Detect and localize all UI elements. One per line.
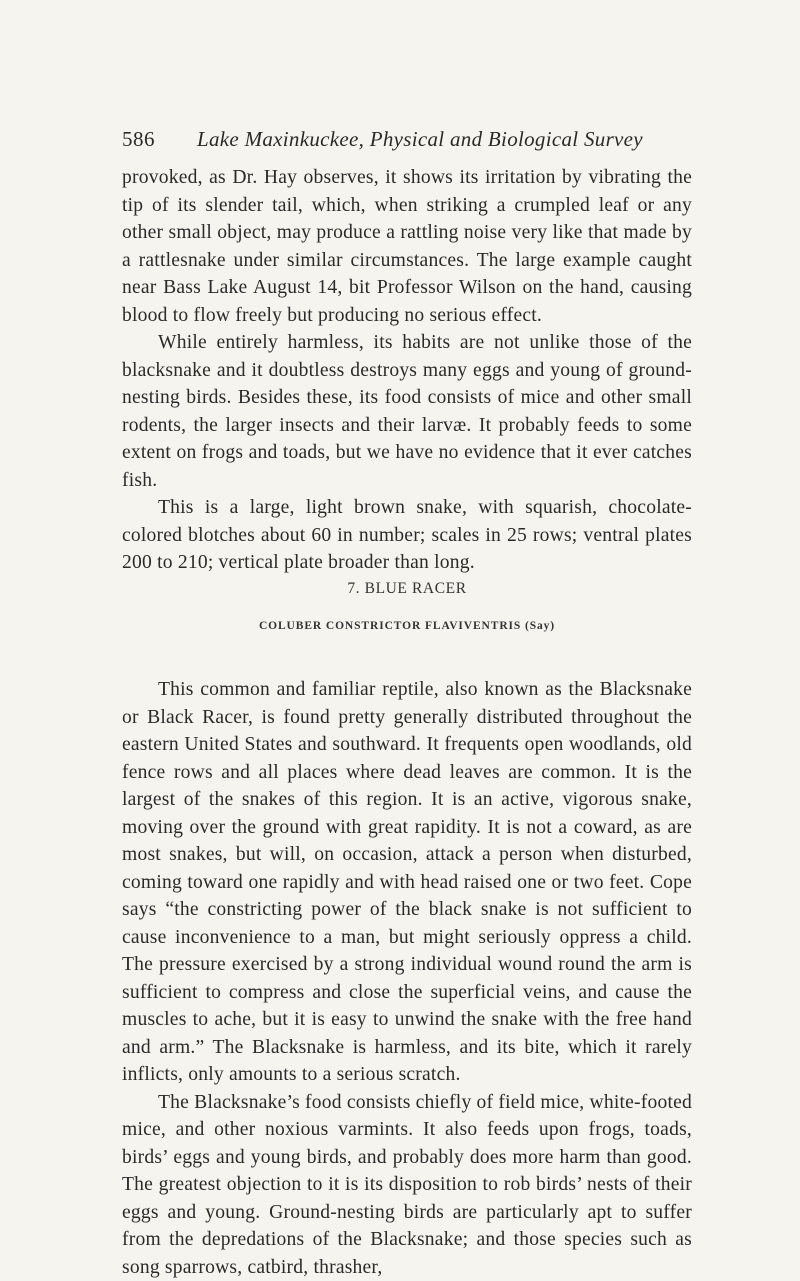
section-heading: 7. BLUE RACER bbox=[122, 579, 692, 599]
paragraph: This common and familiar reptile, also known as the Blacksnake or Black Racer, is found pretty generally distributed throughout the eastern United States and southward. It frequents open woodlands, old fence rows and all places where dead leaves are common. It is the largest of the snakes of this region. It is an active, vigorous snake, moving over the ground with great rapidity. It is not a coward, as are most snakes, but will, on occasion, attack a person when disturbed, coming toward one rapidly and with head raised one or two feet. Cope says “the constricting power of the black snake is not sufficient to cause inconvenience to a man, but might seriously oppress a child. The pressure exercised by a strong individual wound round the arm is sufficient to compress and close the superficial veins, and cause the muscles to ache, but it is easy to unwind the snake with the free hand and arm.” The Blacksnake is harmless, and its bite, which it rarely inflicts, only amounts to a serious scratch. bbox=[122, 676, 692, 1089]
paragraph: The Blacksnake’s food consists chiefly of field mice, white-footed mice, and other noxious varmints. It also feeds upon frogs, toads, birds’ eggs and young birds, and probably does more harm than good. The greatest objection to it is its disposition to rob birds’ nests of their eggs and young. Ground-nesting birds are particularly apt to suffer from the depredations of the Blacksnake; and those species such as song sparrows, catbird, thrasher, bbox=[122, 1089, 692, 1281]
page-number: 586 bbox=[122, 124, 197, 154]
paragraph: provoked, as Dr. Hay observes, it shows its irritation by vibrating the tip of its slender tail, which, when striking a crumpled leaf or any other small object, may produce a rattling noise very like that made by a rattlesnake under similar circumstances. The large example caught near Bass Lake August 14, bit Professor Wilson on the hand, causing blood to flow freely but producing no serious effect. bbox=[122, 164, 692, 329]
running-title: Lake Maxinkuckee, Physical and Biological Survey bbox=[197, 127, 643, 151]
paragraph: This is a large, light brown snake, with squarish, chocolate-colored blotches about 60 in number; scales in 25 rows; ventral plates 200 to 210; vertical plate broader than long. bbox=[122, 494, 692, 577]
paragraph: While entirely harmless, its habits are not unlike those of the blacksnake and it doubtless destroys many eggs and young of ground-nesting birds. Besides these, its food consists of mice and other small rodents, the larger insects and their larvæ. It probably feeds to some extent on frogs and toads, but we have no evidence that it ever catches fish. bbox=[122, 329, 692, 494]
scientific-name-heading: COLUBER CONSTRICTOR FLAVIVENTRIS (Say) bbox=[122, 618, 692, 634]
text-block-continued bbox=[122, 164, 692, 577]
text-block-blue-racer bbox=[122, 676, 692, 1281]
running-head bbox=[122, 124, 692, 154]
